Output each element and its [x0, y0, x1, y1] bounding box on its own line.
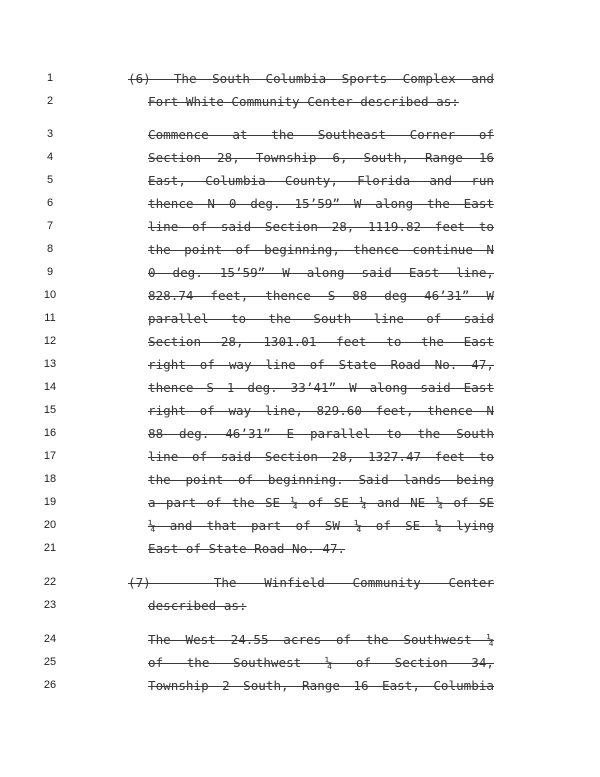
line-number: 19 — [43, 496, 57, 508]
line-number: 15 — [43, 404, 57, 416]
line-text: 0 deg. 15’59” W along said East line, — [148, 265, 494, 280]
line-text: ¼ and that part of SW ¼ of SE ¼ lying — [148, 518, 494, 533]
line-number: 26 — [43, 679, 57, 691]
line-number: 2 — [46, 95, 54, 107]
line-text: line of said Section 28, 1327.47 feet to — [148, 449, 494, 464]
line-text: (6) —The South Columbia Sports Complex and — [128, 71, 494, 86]
line-text: the point of beginning. Said lands being — [148, 472, 494, 487]
line-text: Commence at the Southeast Corner of — [148, 127, 494, 142]
line-text: right of way line, 829.60 feet, thence N — [148, 403, 494, 418]
line-text: 828.74 feet, thence S 88 deg 46’31” W — [148, 288, 494, 303]
line-number: 23 — [43, 599, 57, 611]
line-number: 11 — [44, 312, 56, 324]
line-text: Township 2 South, Range 16 East, Columbia — [148, 678, 494, 693]
line-number: 7 — [46, 220, 54, 232]
line-text: Section 28, Township 6, South, Range 16 — [148, 150, 494, 165]
line-text: 88 deg. 46’31” E parallel to the South — [148, 426, 494, 441]
line-number: 5 — [46, 174, 54, 186]
line-text: line of said Section 28, 1119.82 feet to — [148, 219, 494, 234]
line-number: 21 — [43, 542, 57, 554]
line-number: 6 — [46, 197, 54, 209]
line-number: 12 — [43, 335, 57, 347]
line-text: of the Southwest ¼ of Section 34, — [148, 655, 494, 670]
line-text: East of State Road No. 47. — [148, 541, 346, 556]
line-text: Section 28, 1301.01 feet to the East — [148, 334, 494, 349]
line-number: 14 — [43, 381, 57, 393]
line-text: East, Columbia County, Florida and run — [148, 173, 494, 188]
line-text: The West 24.55 acres of the Southwest ¼ — [148, 632, 494, 647]
line-number: 3 — [46, 128, 54, 140]
line-text: right of way line of State Road No. 47, — [148, 357, 494, 372]
line-text: (7) — The Winfield Community Center — [128, 575, 494, 590]
line-number: 24 — [43, 633, 57, 645]
line-number: 9 — [46, 266, 54, 278]
line-number: 17 — [43, 450, 57, 462]
line-number: 10 — [43, 289, 57, 301]
line-number: 20 — [43, 519, 57, 531]
line-number: 4 — [46, 151, 54, 163]
line-number: 8 — [46, 243, 54, 255]
line-number: 25 — [43, 656, 57, 668]
line-text: a part of the SE ¼ of SE ¼ and NE ¼ of SE — [148, 495, 494, 510]
line-text: Fort White Community Center described as: — [148, 94, 459, 109]
line-text: thence N 0 deg. 15’59” W along the East — [148, 196, 494, 211]
line-text: thence S 1 deg. 33’41” W along said East — [148, 380, 494, 395]
line-text: parallel to the South line of said — [148, 311, 494, 326]
line-number: 16 — [43, 427, 57, 439]
line-number: 18 — [43, 473, 57, 485]
line-number: 1 — [46, 72, 54, 84]
line-text: described as: — [148, 598, 247, 613]
line-text: the point of beginning, thence continue N — [148, 242, 494, 257]
line-number: 22 — [43, 576, 57, 588]
line-number: 13 — [43, 358, 57, 370]
